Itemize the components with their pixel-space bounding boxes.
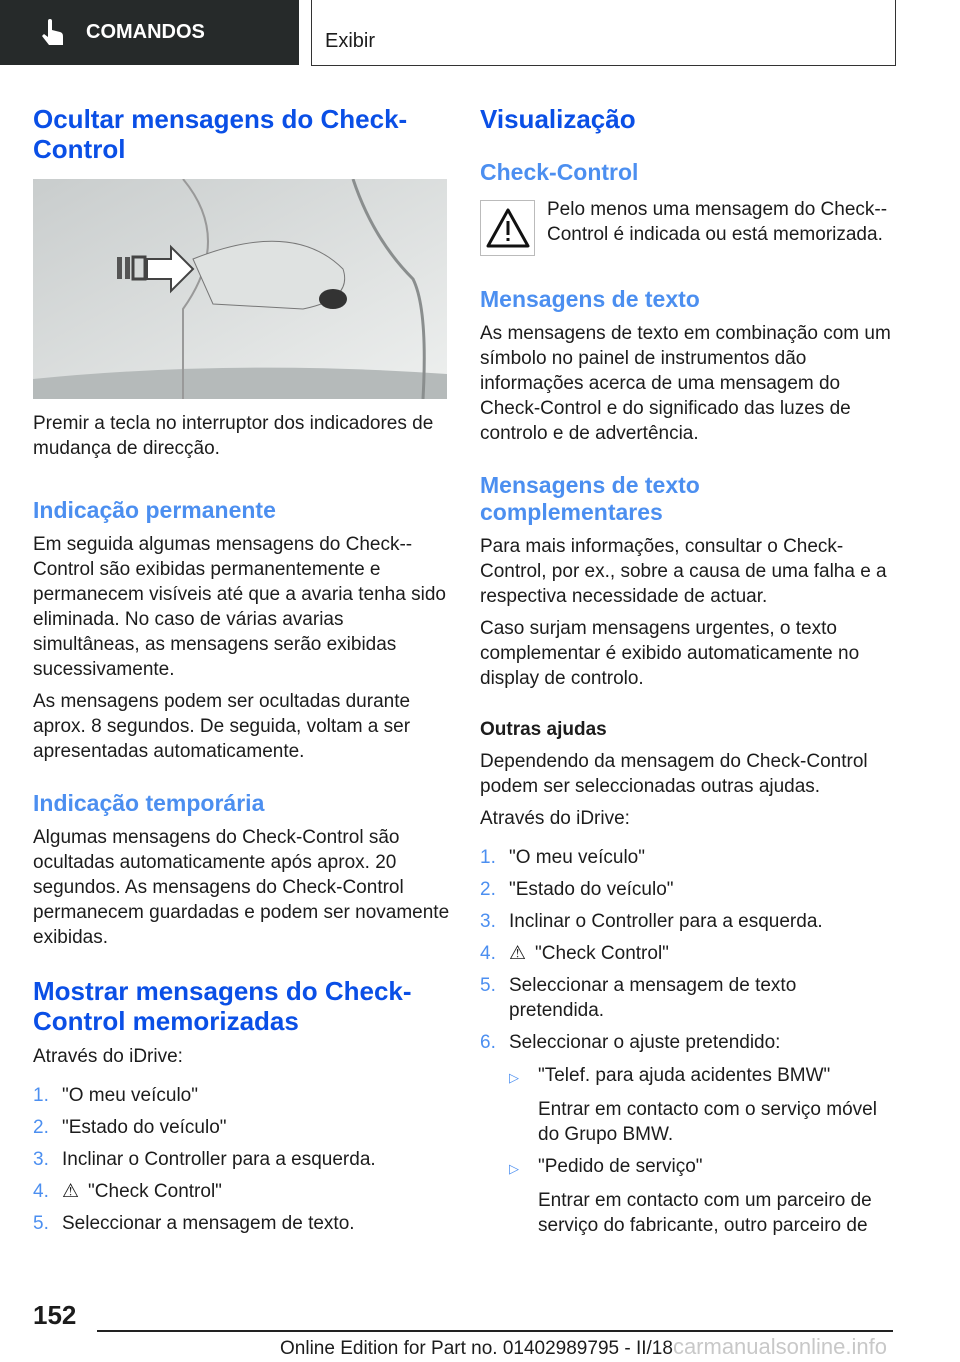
section-title: COMANDOS <box>86 21 205 43</box>
list-item <box>33 1147 453 1172</box>
paragraph: Em seguida algumas mensagens do Check--Control são exibidas permanentemente e permanecem visíveis até que a avaria tenha sido eliminada. No caso de várias avarias simultâneas, as mensagens serão exibidas sucessivamente. <box>33 534 446 680</box>
paragraph: Através do iDrive: <box>480 808 630 829</box>
step-text: Seleccionar a mensagem de texto pretendida. <box>509 975 797 1021</box>
list-item <box>33 1083 453 1108</box>
step-number: 6. <box>480 1032 496 1053</box>
paragraph: As mensagens de texto em combinação com um símbolo no painel de instrumentos dão informações acerca de uma mensagem do Check-Control e do significado das luzes de controlo e de advertência. <box>480 323 891 444</box>
list-item <box>480 877 900 902</box>
step-text: "Estado do veículo" <box>509 879 674 900</box>
footer-divider <box>97 1330 893 1332</box>
step-number: 1. <box>480 847 496 868</box>
subheading-other-help: Outras ajudas <box>480 719 607 740</box>
step-number: 3. <box>480 911 496 932</box>
switch-illustration <box>33 179 447 399</box>
list-item <box>33 1179 453 1204</box>
image-caption: Premir a tecla no interruptor dos indicadores de mudança de direcção. <box>33 413 434 459</box>
section-heading: Visualização <box>480 104 636 134</box>
option-description: Entrar em contacto com o serviço móvel do Grupo BMW. <box>538 1099 877 1145</box>
subheading-temporary: Indicação temporária <box>33 790 265 816</box>
section-tab <box>0 0 299 65</box>
list-item <box>33 1115 453 1140</box>
step-number: 2. <box>480 879 496 900</box>
step-text: Seleccionar o ajuste pretendido: <box>509 1032 781 1053</box>
step-text: "O meu veículo" <box>509 847 645 868</box>
page-number: 152 <box>33 1300 77 1330</box>
list-item <box>480 941 900 966</box>
triangle-bullet-icon: ▷ <box>509 1161 519 1176</box>
paragraph: Através do iDrive: <box>33 1046 183 1067</box>
section-heading: Mostrar mensagens do Check-Control memorizadas <box>33 976 412 1036</box>
warning-triangle-icon: ⚠ <box>62 1181 80 1202</box>
list-item <box>480 845 900 870</box>
steps-list <box>480 845 900 1238</box>
subheading-text-messages: Mensagens de texto <box>480 286 700 312</box>
step-number: 1. <box>33 1085 49 1106</box>
step-text: Inclinar o Controller para a esquerda. <box>62 1149 376 1170</box>
step-number: 3. <box>33 1149 49 1170</box>
step-text: Seleccionar a mensagem de texto. <box>62 1213 355 1234</box>
warning-triangle-icon: ⚠ <box>509 943 527 964</box>
subsection-title: Exibir <box>325 30 376 52</box>
option-description: Entrar em contacto com um parceiro de serviço do fabricante, outro parceiro de <box>538 1190 872 1236</box>
watermark: carmanualsonline.info <box>672 1334 887 1359</box>
list-item <box>480 1030 900 1055</box>
triangle-bullet-icon: ▷ <box>509 1070 519 1085</box>
step-number: 2. <box>33 1117 49 1138</box>
footer-edition <box>280 1334 887 1360</box>
option-label: "Pedido de serviço" <box>538 1156 703 1177</box>
warning-triangle-icon <box>480 200 535 256</box>
section-heading: Ocultar mensagens do Check-Control <box>33 104 408 164</box>
list-item <box>480 909 900 934</box>
paragraph: Dependendo da mensagem do Check-Control podem ser seleccionadas outras ajudas. <box>480 751 868 797</box>
subheading-complementary: Mensagens de texto complementares <box>480 472 700 525</box>
step-text: "O meu veículo" <box>62 1085 198 1106</box>
steps-list <box>33 1083 453 1236</box>
step-number: 4. <box>33 1181 49 1202</box>
edition-text: Online Edition for Part no. 01402989795 - II/18 <box>280 1338 673 1359</box>
paragraph: As mensagens podem ser ocultadas durante aprox. 8 segundos. De seguida, voltam a ser apresentadas automaticamente. <box>33 691 411 762</box>
check-control-row <box>480 200 900 256</box>
step-text: "Check Control" <box>535 943 669 964</box>
paragraph: Pelo menos uma mensagem do Check--Control é indicada ou está memorizada. <box>547 199 888 245</box>
option-label: "Telef. para ajuda acidentes BMW" <box>538 1065 831 1086</box>
subheading-permanent: Indicação permanente <box>33 497 276 523</box>
subsection-tab <box>311 0 896 66</box>
paragraph: Algumas mensagens do Check-Control são ocultadas automaticamente após aprox. 20 segundos. As mensagens do Check-Control permanecem guardadas e podem ser novamente exibidas. <box>33 827 450 948</box>
hand-pointer-icon <box>40 19 66 47</box>
step-text: Inclinar o Controller para a esquerda. <box>509 911 823 932</box>
list-item <box>33 1211 453 1236</box>
options-list <box>480 1063 900 1238</box>
step-number: 5. <box>480 975 496 996</box>
left-column <box>33 104 453 1236</box>
list-item <box>480 973 870 1023</box>
option-item <box>509 1154 900 1181</box>
step-text: "Check Control" <box>88 1181 222 1202</box>
paragraph: Para mais informações, consultar o Check-Control, por ex., sobre a causa de uma falha e a respectiva necessidade de actuar. <box>480 536 887 607</box>
subheading-check-control: Check-Control <box>480 159 639 185</box>
right-column <box>480 104 900 1238</box>
step-text: "Estado do veículo" <box>62 1117 227 1138</box>
option-item <box>509 1063 900 1090</box>
step-number: 5. <box>33 1213 49 1234</box>
paragraph: Caso surjam mensagens urgentes, o texto complementar é exibido automaticamente no display de controlo. <box>480 618 860 689</box>
step-number: 4. <box>480 943 496 964</box>
